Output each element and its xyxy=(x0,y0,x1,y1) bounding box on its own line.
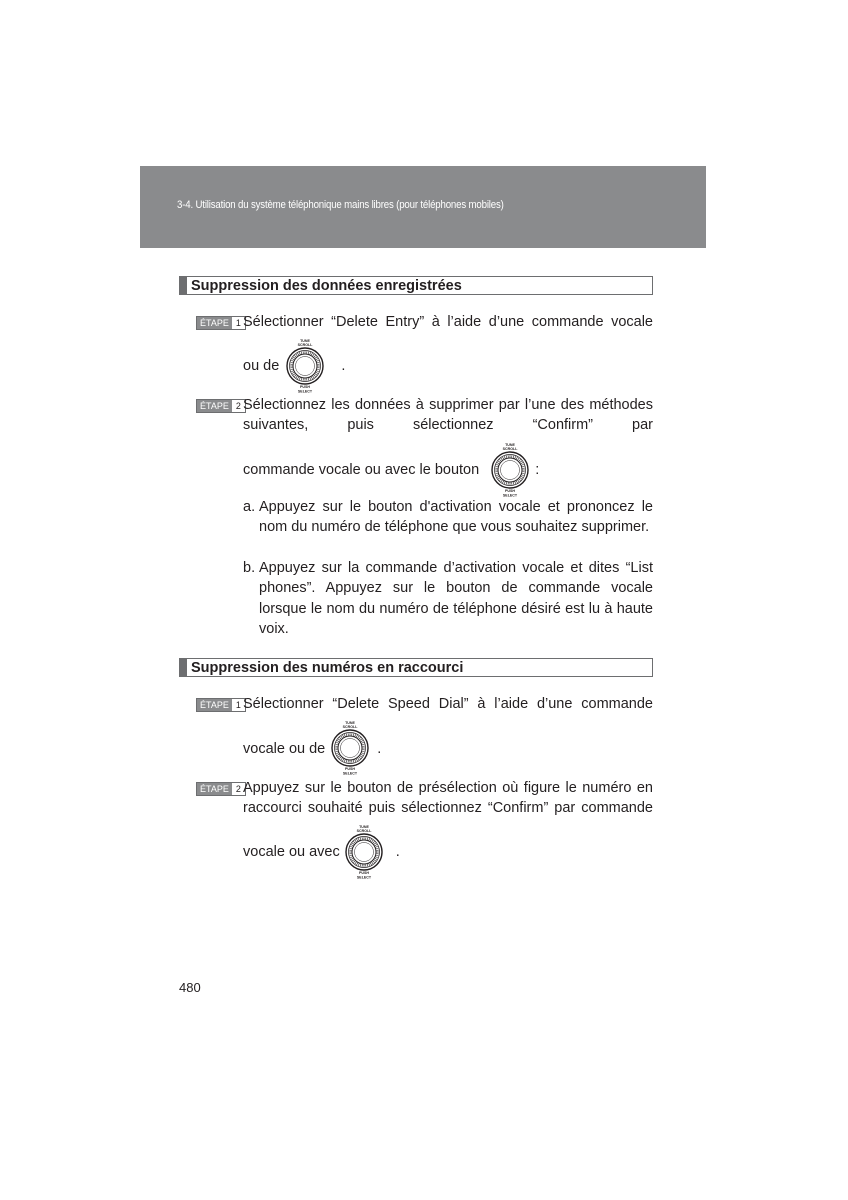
step-2-text: Appuyez sur le bouton de présélection où figure le numéro en raccourci souhaité puis sélectionnez “Confirm” par commande xyxy=(243,780,653,817)
svg-text:SELECT: SELECT xyxy=(356,875,372,880)
chapter-header-bar xyxy=(140,166,706,248)
svg-text:SELECT: SELECT xyxy=(297,389,313,394)
step-1-text-after-knob: . xyxy=(377,741,382,757)
step-2-text-after-knob: . xyxy=(395,844,400,860)
svg-text:SCROLL: SCROLL xyxy=(356,829,372,833)
svg-text:PUSH: PUSH xyxy=(359,871,369,875)
list-item-text: Appuyez sur le bouton d'activation vocale et prononcez le nom du numéro de téléphone que vous souhaitez supprimer. xyxy=(259,499,653,536)
list-item-text: Appuyez sur la commande d’activation vocale et dites “List phones”. Appuyez sur le bouton de commande vocale lorsque le nom du numéro de téléphone désiré est lu à haute voix. xyxy=(259,560,653,638)
svg-text:SCROLL: SCROLL xyxy=(342,725,358,729)
step-1-text-before-knob: vocale ou de xyxy=(243,741,326,757)
step-badge-2 xyxy=(196,399,246,413)
section-heading-tab xyxy=(180,277,187,294)
tune-scroll-knob-icon xyxy=(283,338,327,394)
step-2-text-before-knob: vocale ou avec xyxy=(243,844,340,860)
section-heading-delete-speed-dials xyxy=(179,658,653,677)
step-label: ÉTAPE xyxy=(197,699,232,711)
tune-scroll-knob-icon xyxy=(488,442,532,498)
svg-text:SELECT: SELECT xyxy=(342,771,358,776)
step-badge-1 xyxy=(196,698,246,712)
tune-scroll-knob-icon xyxy=(328,720,372,776)
svg-text:TUNE: TUNE xyxy=(359,825,369,829)
list-item-b xyxy=(243,558,653,640)
step-1-text-before-knob: ou de xyxy=(243,358,280,374)
step-number: 1 xyxy=(232,317,245,329)
svg-text:SCROLL: SCROLL xyxy=(297,343,313,347)
step-label: ÉTAPE xyxy=(197,400,232,412)
step-number: 2 xyxy=(232,783,245,795)
step-2-text-after-knob: : xyxy=(535,462,540,478)
step-badge-1 xyxy=(196,316,246,330)
tune-scroll-knob-icon xyxy=(342,824,386,880)
svg-text:PUSH: PUSH xyxy=(300,385,310,389)
page-number: 480 xyxy=(179,980,201,995)
chapter-breadcrumb: 3-4. Utilisation du système téléphonique mains libres (pour téléphones mobiles) xyxy=(177,199,504,211)
step-2-text: Sélectionnez les données à supprimer par l’une des méthodes suivantes, puis sélectionnez “Confirm” par xyxy=(243,397,653,434)
list-marker: a. xyxy=(243,499,256,515)
step-1-text: Sélectionner “Delete Speed Dial” à l’aide d’une commande xyxy=(243,696,653,712)
section-heading-delete-entries xyxy=(179,276,653,295)
step-label: ÉTAPE xyxy=(197,783,232,795)
step-badge-2 xyxy=(196,782,246,796)
section-title: Suppression des numéros en raccourci xyxy=(191,660,464,676)
svg-text:TUNE: TUNE xyxy=(505,443,515,447)
step-2-text-before-knob: commande vocale ou avec le bouton xyxy=(243,462,480,478)
section-heading-tab xyxy=(180,659,187,676)
svg-text:SELECT: SELECT xyxy=(502,493,518,498)
list-item-a xyxy=(243,497,653,538)
step-number: 2 xyxy=(232,400,245,412)
step-1-text-after-knob: . xyxy=(341,358,346,374)
section-title: Suppression des données enregistrées xyxy=(191,278,462,294)
svg-text:SCROLL: SCROLL xyxy=(502,447,518,451)
svg-text:PUSH: PUSH xyxy=(505,489,515,493)
step-label: ÉTAPE xyxy=(197,317,232,329)
svg-text:TUNE: TUNE xyxy=(300,339,310,343)
svg-text:PUSH: PUSH xyxy=(345,767,355,771)
step-1-text: Sélectionner “Delete Entry” à l’aide d’une commande vocale xyxy=(243,314,653,330)
list-marker: b. xyxy=(243,560,256,576)
svg-text:TUNE: TUNE xyxy=(345,721,355,725)
step-number: 1 xyxy=(232,699,245,711)
